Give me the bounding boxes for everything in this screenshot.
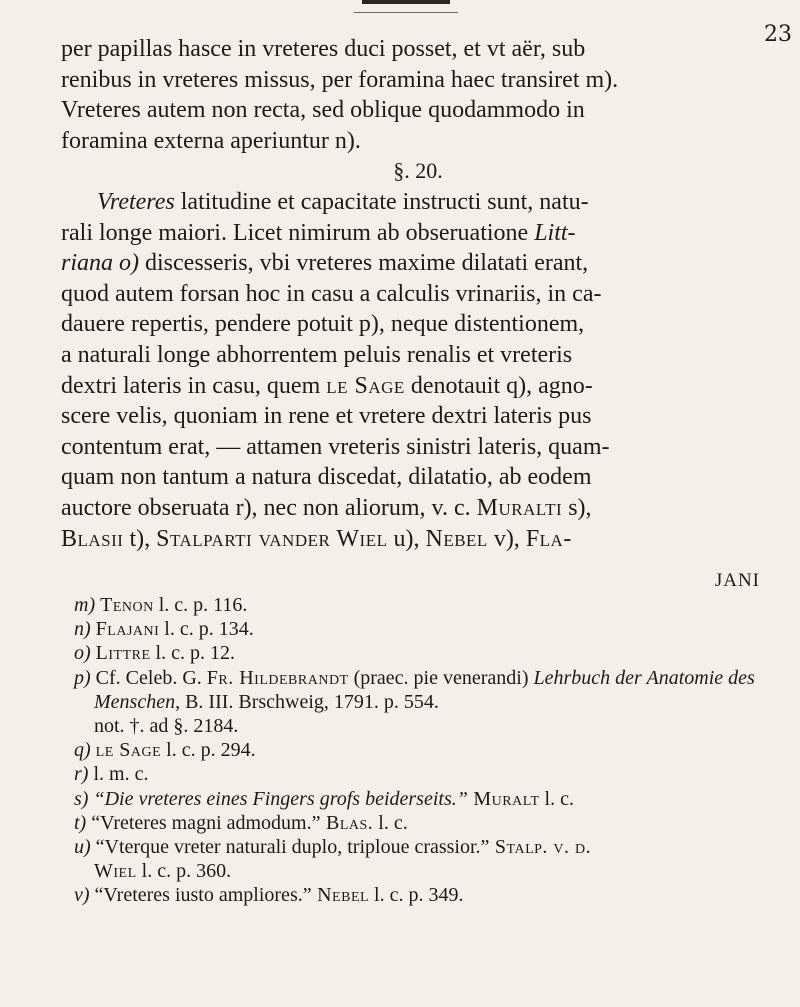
footnote-q (74, 738, 764, 762)
footnote-author: Fr. Hildebrandt (206, 666, 349, 689)
top-rule (362, 0, 450, 4)
main-text (61, 34, 763, 554)
footnote-m (74, 593, 764, 617)
footnote-author: Littre (95, 642, 151, 665)
text-line: Vreteres autem non recta, sed oblique quodammodo in (61, 97, 585, 124)
text-run: s), (562, 494, 592, 521)
author-name: Stalparti vander Wiel (156, 525, 388, 552)
footnote-text: Cf. Celeb. G. (90, 666, 207, 689)
footnote-quote: “Vreteres magni admodum.” (86, 811, 321, 834)
footnote-ref: l. c. p. 349. (369, 884, 464, 907)
lead-word: Vreteres (97, 188, 175, 215)
footnote-n (74, 617, 764, 641)
footnote-mark: q) (74, 739, 91, 762)
footnote-r (74, 762, 764, 786)
text-run: latitudine et capacitate instructi sunt, natu- (174, 188, 589, 215)
footnote-author: Nebel (311, 884, 370, 907)
footnote-ref: l. c. p. 360. (136, 860, 232, 883)
footnote-mark: u) (74, 836, 91, 859)
text-line: scere velis, quoniam in rene et vretere dextri lateris pus (61, 403, 592, 430)
paragraph-continuation (61, 34, 763, 156)
footnote-quote: “Vreteres iusto ampliores.” (89, 884, 312, 907)
footnotes (74, 593, 764, 908)
text-run: v), (487, 525, 526, 552)
text-line: dauere repertis, pendere potuit p), neque distentionem, (61, 311, 585, 338)
footnote-quote: “Vterque vreter naturali duplo, triploue crassior.” (90, 836, 490, 859)
footnote-mark: v) (74, 884, 90, 907)
footnote-o (74, 641, 764, 665)
text-run: dextri lateris in casu, quem (61, 372, 327, 399)
author-name: Muralti (476, 494, 563, 521)
footnote-text: , B. III. Brschweig, 1791. p. 554. (175, 690, 439, 713)
section-heading: §. 20. (393, 158, 443, 184)
text-run: denotauit q), agno- (404, 372, 593, 399)
footnote-ref: l. c. p. 134. (159, 618, 254, 641)
catchword: JANI (714, 570, 760, 591)
footnote-mark: s) (74, 787, 89, 810)
text-line: a naturali longe abhorrentem peluis renalis et vreteris (61, 341, 573, 368)
footnote-v (74, 883, 764, 907)
footnote-author: Blas. (320, 811, 374, 834)
italic-term: Litt- (534, 219, 576, 246)
footnote-mark: r) (74, 763, 89, 786)
footnote-author: Flajani (95, 618, 160, 641)
footnote-u (74, 835, 764, 883)
footnote-author: Muralt (467, 787, 540, 810)
text-line: quod autem forsan hoc in casu a calculis vrinariis, in ca- (61, 280, 602, 307)
footnote-ref: l. c. p. 294. (161, 739, 256, 762)
footnote-mark: p) (74, 666, 91, 689)
footnote-ref: l. c. (373, 811, 408, 834)
footnote-s (74, 787, 764, 811)
footnote-text: (praec. pie venerandi) (348, 666, 534, 689)
text-run: t), (123, 525, 157, 552)
footnote-author: le Sage (95, 739, 162, 762)
footnote-ref: l. m. c. (88, 763, 149, 786)
text-line: contentum erat, — attamen vreteris sinistri lateris, quam- (61, 433, 610, 460)
author-name: le Sage (326, 372, 405, 399)
footnote-mark: t) (74, 811, 87, 834)
footnote-mark: m) (74, 594, 96, 616)
footnote-p (74, 666, 764, 739)
text-line: per papillas hasce in vreteres duci posset, et vt aër, sub (61, 36, 586, 62)
text-run: auctore obseruata r), nec non aliorum, v. c. (61, 494, 477, 521)
author-name: Nebel (425, 525, 488, 552)
footnote-t (74, 811, 764, 835)
footnote-ref: l. c. p. 116. (153, 594, 248, 616)
author-name: Fla- (525, 525, 572, 552)
author-name: Blasii (61, 525, 124, 552)
text-line: foramina externa aperiuntur n). (61, 127, 361, 154)
footnote-text: not. †. ad §. 2184. (94, 715, 239, 738)
text-run: u), (387, 525, 426, 552)
footnote-author: Wiel (94, 860, 137, 883)
text-line: renibus in vreteres missus, per foramina haec transiret m). (61, 66, 619, 93)
text-run: discesseris, vbi vreteres maxime dilatati erant, (139, 250, 589, 277)
footnote-ref: l. c. p. 12. (150, 642, 235, 665)
page-number: 23 (764, 22, 792, 47)
text-line: quam non tantum a natura discedat, dilatatio, ab eodem (61, 464, 592, 491)
footnote-author: Stalp. v. d. (489, 836, 592, 859)
footnote-mark: o) (74, 642, 91, 665)
footnote-quote: “Die vreteres eines Fingers grofs beiderseits.” (93, 787, 468, 810)
paragraph-section-20 (61, 187, 763, 554)
footnote-mark: n) (74, 618, 91, 641)
top-rule-thin (354, 12, 458, 13)
footnote-title: Lehrbuch der Anatomie des Menschen (94, 666, 755, 713)
footnote-author: Tenon (100, 594, 154, 616)
text-run: rali longe maiori. Licet nimirum ab obseruatione (61, 219, 535, 246)
italic-term: riana o) (61, 250, 139, 277)
footnote-ref: l. c. (539, 787, 574, 810)
